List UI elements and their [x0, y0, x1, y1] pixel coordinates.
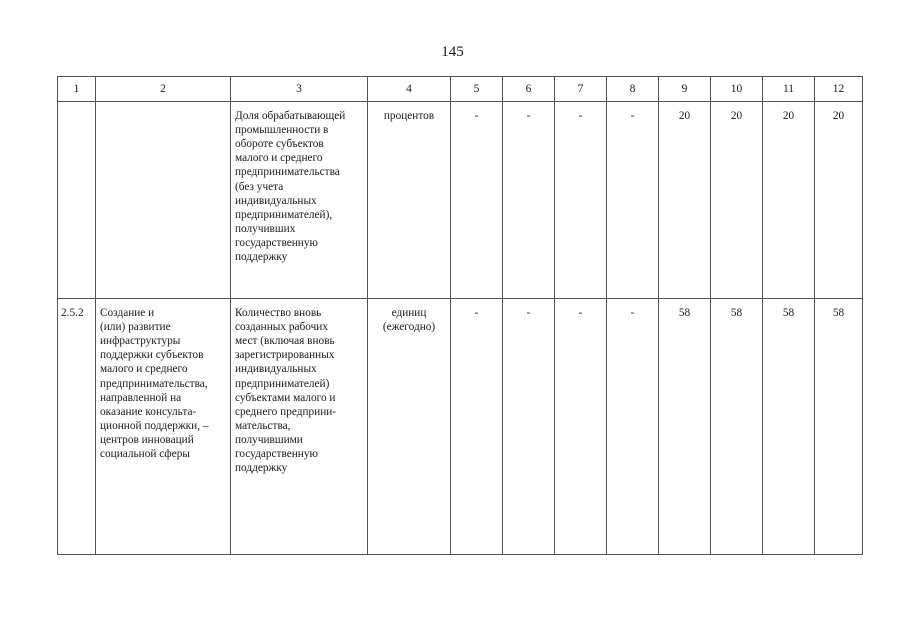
value-cell: -	[555, 102, 607, 299]
value-cell: -	[451, 299, 503, 555]
value-cell: 20	[763, 102, 815, 299]
column-number: 7	[555, 77, 607, 102]
table-row	[58, 299, 863, 555]
value-cell: -	[607, 299, 659, 555]
page-number: 145	[441, 44, 464, 60]
value-cell: -	[451, 102, 503, 299]
value-cell: -	[607, 102, 659, 299]
column-number: 11	[763, 77, 815, 102]
column-number: 6	[503, 77, 555, 102]
activity-cell	[96, 102, 231, 299]
column-number: 4	[368, 77, 451, 102]
value-cell: 20	[659, 102, 711, 299]
table-row	[58, 102, 863, 299]
column-number: 12	[815, 77, 863, 102]
value-cell: -	[503, 102, 555, 299]
unit-cell: процентов	[368, 102, 451, 299]
column-number: 3	[231, 77, 368, 102]
column-number-row	[58, 77, 863, 102]
value-cell: -	[555, 299, 607, 555]
value-cell: 20	[711, 102, 763, 299]
value-cell: 58	[815, 299, 863, 555]
row-code: 2.5.2	[58, 299, 96, 555]
column-number: 10	[711, 77, 763, 102]
column-number: 8	[607, 77, 659, 102]
unit-cell: единиц (ежегодно)	[368, 299, 451, 555]
value-cell: -	[503, 299, 555, 555]
value-cell: 58	[711, 299, 763, 555]
indicator-cell: Количество вновь созданных рабочих мест (включая вновь зарегистрированных индивидуальных предпринимателей) субъектами малого и среднего предприни- мательства, получившими государственную поддержку	[231, 299, 368, 555]
column-number: 2	[96, 77, 231, 102]
indicators-table	[57, 76, 863, 555]
indicator-cell: Доля обрабатывающей промышленности в обороте субъектов малого и среднего предпринимательства (без учета индивидуальных предпринимателей), получивших государственную поддержку	[231, 102, 368, 299]
value-cell: 20	[815, 102, 863, 299]
row-code	[58, 102, 96, 299]
activity-cell: Создание и (или) развитие инфраструктуры поддержки субъектов малого и среднего предпринимательства, направленной на оказание консульта- ционной поддержки, – центров инноваций социальной сферы	[96, 299, 231, 555]
value-cell: 58	[763, 299, 815, 555]
value-cell: 58	[659, 299, 711, 555]
column-number: 5	[451, 77, 503, 102]
column-number: 9	[659, 77, 711, 102]
column-number: 1	[58, 77, 96, 102]
